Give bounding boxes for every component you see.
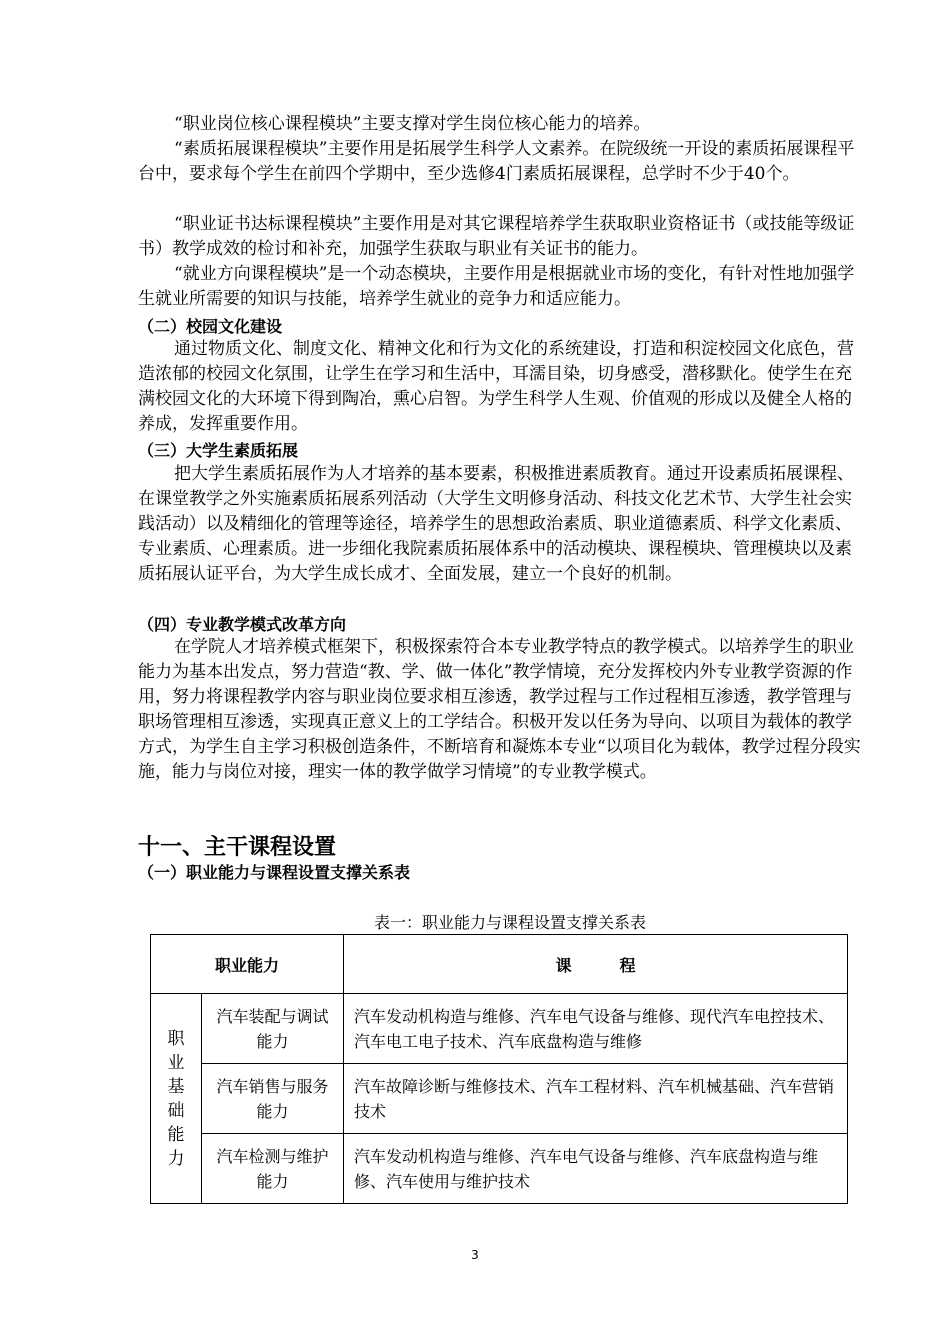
ability-cell: 汽车销售与服务能力	[202, 1064, 344, 1134]
ability-cell: 汽车检测与维护能力	[202, 1134, 344, 1204]
group-label-char: 基	[167, 1076, 185, 1097]
table-row	[151, 1064, 848, 1134]
table-row	[151, 994, 848, 1064]
ability-cell: 汽车装配与调试能力	[202, 994, 344, 1064]
paragraph-quality-module: “素质拓展课程模块”主要作用是拓展学生科学人文素养。在院级统一开设的素质拓展课程平台中，要求每个学生在前四个学期中，至少选修4门素质拓展课程，总学时不少于40个。	[138, 139, 855, 184]
course-cell: 汽车发动机构造与维修、汽车电气设备与维修、现代汽车电控技术、汽车电工电子技术、汽车底盘构造与维修	[344, 994, 848, 1064]
paragraph-certificate-module: “职业证书达标课程模块”主要作用是对其它课程培养学生获取职业资格证书（或技能等级证书）教学成效的检讨和补充，加强学生获取与职业有关证书的能力。	[138, 214, 855, 259]
page-number: 3	[471, 1248, 479, 1262]
table-row	[151, 1134, 848, 1204]
paragraph-core-module: “职业岗位核心课程模块”主要支撑对学生岗位核心能力的培养。	[174, 114, 651, 134]
ability-course-table	[150, 934, 848, 1204]
group-label-char: 础	[167, 1100, 185, 1121]
paragraph-campus-culture: 通过物质文化、制度文化、精神文化和行为文化的系统建设，打造和积淀校园文化底色，营造浓郁的校园文化氛围，让学生在学习和生活中，耳濡目染，切身感受，潜移默化。使学生在充满校园文化的大环境下得到陶冶，熏心启智。为学生科学人生观、价值观的形成以及健全人格的养成，发挥重要作用。	[138, 339, 854, 434]
course-cell: 汽车发动机构造与维修、汽车电气设备与维修、汽车底盘构造与维修、汽车使用与维护技术	[344, 1134, 848, 1204]
paragraph-quality-expansion: 把大学生素质拓展作为人才培养的基本要素，积极推进素质教育。通过开设素质拓展课程、在课堂教学之外实施素质拓展系列活动（大学生文明修身活动、科技文化艺术节、大学生社会实践活动）以及精细化的管理等途径，培养学生的思想政治素质、职业道德素质、科学文化素质、专业素质、心理素质。进一步细化我院素质拓展体系中的活动模块、课程模块、管理模块以及素质拓展认证平台，为大学生成长成才、全面发展，建立一个良好的机制。	[138, 464, 854, 584]
group-label-cell	[151, 994, 202, 1204]
group-label-char: 职	[167, 1028, 185, 1049]
paragraph-employment-module: “就业方向课程模块”是一个动态模块，主要作用是根据就业市场的变化，有针对性地加强学生就业所需要的知识与技能，培养学生就业的竞争力和适应能力。	[138, 264, 855, 309]
paragraph-teaching-reform: 在学院人才培养模式框架下，积极探索符合本专业教学特点的教学模式。以培养学生的职业能力为基本出发点，努力营造“教、学、做一体化”教学情境，充分发挥校内外专业教学资源的作用，努力将课程教学内容与职业岗位要求相互渗透，教学过程与工作过程相互渗透，教学管理与职场管理相互渗透，实现真正意义上的工学结合。积极开发以任务为导向、以项目为载体的教学方式，为学生自主学习积极创造条件，不断培育和凝炼本专业“以项目化为载体，教学过程分段实施，能力与岗位对接，理实一体的教学做学习情境”的专业教学模式。	[138, 637, 861, 782]
section-title: 十一、主干课程设置	[138, 835, 337, 860]
group-label-char: 能	[167, 1124, 185, 1145]
header-ability: 职业能力	[151, 935, 344, 994]
table-header-row	[151, 935, 848, 994]
group-label-char: 力	[167, 1148, 185, 1169]
heading-quality-expansion: （三）大学生素质拓展	[138, 441, 299, 460]
heading-teaching-reform: （四）专业教学模式改革方向	[138, 615, 347, 634]
table-caption: 表一：职业能力与课程设置支撑关系表	[373, 913, 646, 932]
group-label-char: 业	[167, 1052, 185, 1073]
course-cell: 汽车故障诊断与维修技术、汽车工程材料、汽车机械基础、汽车营销技术	[344, 1064, 848, 1134]
header-course: 课 程	[344, 935, 848, 994]
section-subtitle: （一）职业能力与课程设置支撑关系表	[138, 863, 411, 882]
heading-campus-culture: （二）校园文化建设	[138, 317, 283, 336]
